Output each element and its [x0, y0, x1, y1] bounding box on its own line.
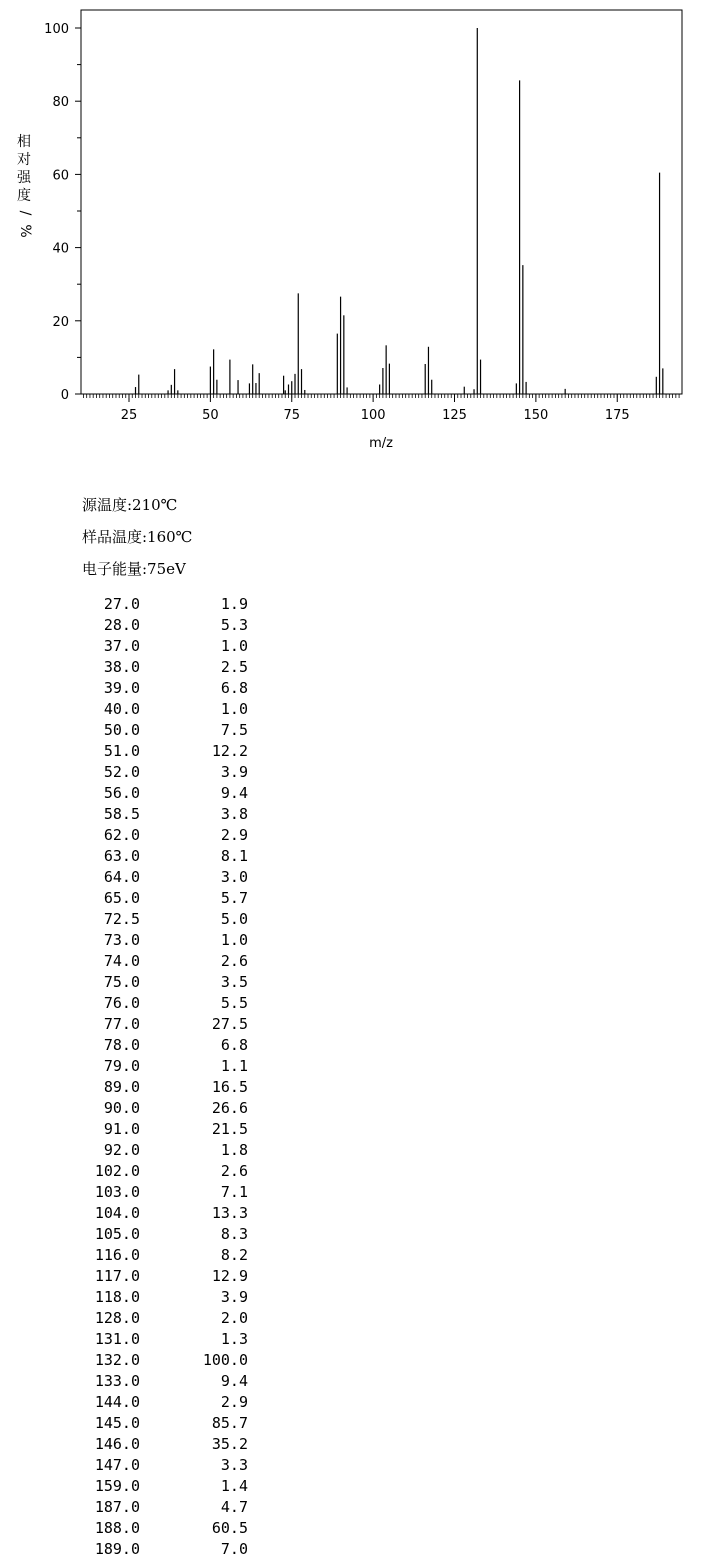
table-row: [82, 1035, 248, 1056]
intensity-cell: 7.1: [220, 1183, 248, 1201]
mz-cell: 63.0: [103, 847, 140, 865]
table-row: [82, 1077, 248, 1098]
intensity-cell: 7.0: [220, 1540, 248, 1558]
mz-cell: 131.0: [94, 1330, 140, 1348]
intensity-cell: 6.8: [220, 679, 248, 697]
y-tick-label: 60: [52, 168, 69, 184]
intensity-cell: 5.5: [220, 994, 248, 1012]
intensity-cell: 1.3: [220, 1330, 248, 1348]
intensity-cell: 1.1: [220, 1057, 248, 1075]
mz-cell: 116.0: [94, 1246, 140, 1264]
intensity-cell: 1.0: [220, 700, 248, 718]
mz-cell: 128.0: [94, 1309, 140, 1327]
table-row: [82, 1245, 248, 1266]
mz-cell: 79.0: [103, 1057, 140, 1075]
table-row: [82, 1119, 248, 1140]
intensity-cell: 1.9: [220, 595, 248, 613]
mz-cell: 92.0: [103, 1141, 140, 1159]
intensity-cell: 13.3: [211, 1204, 248, 1222]
table-row: [82, 1308, 248, 1329]
spectrum-peaks: [136, 28, 663, 394]
mz-cell: 133.0: [94, 1372, 140, 1390]
table-row: [82, 615, 248, 636]
table-row: [82, 1455, 248, 1476]
mz-cell: 75.0: [103, 973, 140, 991]
mz-cell: 159.0: [94, 1477, 140, 1495]
y-axis-label-char: 相: [17, 134, 31, 150]
mz-cell: 189.0: [94, 1540, 140, 1558]
intensity-cell: 16.5: [211, 1078, 248, 1096]
intensity-cell: 2.9: [220, 1393, 248, 1411]
table-row: [82, 846, 248, 867]
intensity-cell: 8.3: [220, 1225, 248, 1243]
intensity-cell: 21.5: [211, 1120, 248, 1138]
mz-cell: 90.0: [103, 1099, 140, 1117]
intensity-cell: 6.8: [220, 1036, 248, 1054]
intensity-cell: 4.7: [220, 1498, 248, 1516]
y-axis-label-char: 对: [17, 152, 31, 168]
mz-cell: 58.5: [103, 805, 140, 823]
mz-cell: 147.0: [94, 1456, 140, 1474]
intensity-cell: 1.0: [220, 637, 248, 655]
mz-cell: 28.0: [103, 616, 140, 634]
table-row: [82, 1098, 248, 1119]
sample-temperature: 样品温度:160℃: [82, 528, 193, 546]
table-row: [82, 594, 248, 615]
table-row: [82, 1203, 248, 1224]
intensity-cell: 9.4: [220, 784, 248, 802]
intensity-cell: 3.5: [220, 973, 248, 991]
mz-cell: 39.0: [103, 679, 140, 697]
table-row: [82, 804, 248, 825]
mz-cell: 56.0: [103, 784, 140, 802]
mz-cell: 62.0: [103, 826, 140, 844]
table-row: [82, 993, 248, 1014]
table-row: [82, 1140, 248, 1161]
table-row: [82, 1392, 248, 1413]
mz-cell: 188.0: [94, 1519, 140, 1537]
table-row: [82, 909, 248, 930]
mz-cell: 146.0: [94, 1435, 140, 1453]
x-axis-label: m/z: [369, 436, 393, 451]
table-row: [82, 720, 248, 741]
intensity-cell: 2.5: [220, 658, 248, 676]
x-tick-label: 150: [523, 408, 549, 423]
y-axis-label: [17, 133, 33, 238]
mz-cell: 105.0: [94, 1225, 140, 1243]
intensity-cell: 1.8: [220, 1141, 248, 1159]
intensity-cell: 2.6: [220, 952, 248, 970]
table-row: [82, 1476, 248, 1497]
mz-cell: 52.0: [103, 763, 140, 781]
x-tick-label: 75: [283, 408, 301, 423]
intensity-cell: 27.5: [211, 1015, 248, 1033]
y-tick-label: 40: [52, 241, 69, 257]
mz-cell: 144.0: [94, 1393, 140, 1411]
mz-cell: 145.0: [94, 1414, 140, 1432]
x-minor-ticks: [83, 394, 679, 398]
table-row: [82, 1518, 248, 1539]
table-row: [82, 972, 248, 993]
y-axis-label-char: /: [17, 210, 33, 216]
intensity-cell: 26.6: [211, 1099, 248, 1117]
y-tick-label: 100: [44, 22, 69, 37]
mz-cell: 73.0: [103, 931, 140, 949]
table-row: [82, 1539, 248, 1560]
table-row: [82, 1056, 248, 1077]
mz-cell: 89.0: [103, 1078, 140, 1096]
intensity-cell: 85.7: [211, 1414, 248, 1432]
intensity-cell: 7.5: [220, 721, 248, 739]
intensity-cell: 1.0: [220, 931, 248, 949]
table-row: [82, 636, 248, 657]
intensity-cell: 8.2: [220, 1246, 248, 1264]
mz-cell: 78.0: [103, 1036, 140, 1054]
mz-cell: 64.0: [103, 868, 140, 886]
intensity-cell: 5.3: [220, 616, 248, 634]
intensity-cell: 60.5: [211, 1519, 248, 1537]
mz-cell: 117.0: [94, 1267, 140, 1285]
intensity-cell: 1.4: [220, 1477, 248, 1495]
intensity-cell: 3.9: [220, 763, 248, 781]
table-row: [82, 678, 248, 699]
intensity-cell: 5.0: [220, 910, 248, 928]
intensity-cell: 8.1: [220, 847, 248, 865]
mz-cell: 50.0: [103, 721, 140, 739]
table-row: [82, 699, 248, 720]
mz-cell: 103.0: [94, 1183, 140, 1201]
y-axis-label-char: 度: [17, 188, 31, 204]
intensity-cell: 3.9: [220, 1288, 248, 1306]
source-temperature: 源温度:210℃: [82, 496, 178, 514]
table-row: [82, 1224, 248, 1245]
intensity-cell: 2.0: [220, 1309, 248, 1327]
table-row: [82, 888, 248, 909]
mz-cell: 37.0: [103, 637, 140, 655]
y-axis-label-char: %: [17, 224, 33, 238]
mz-cell: 102.0: [94, 1162, 140, 1180]
mz-cell: 187.0: [94, 1498, 140, 1516]
mz-cell: 51.0: [103, 742, 140, 760]
plot-frame: [81, 10, 682, 394]
mz-cell: 77.0: [103, 1015, 140, 1033]
table-row: [82, 1371, 248, 1392]
mz-cell: 40.0: [103, 700, 140, 718]
mz-cell: 74.0: [103, 952, 140, 970]
intensity-cell: 12.2: [211, 742, 248, 760]
table-row: [82, 867, 248, 888]
table-row: [82, 1350, 248, 1371]
mz-cell: 132.0: [94, 1351, 140, 1369]
intensity-cell: 3.8: [220, 805, 248, 823]
x-tick-label: 50: [202, 408, 219, 423]
y-tick-label: 20: [52, 314, 69, 330]
table-row: [82, 1266, 248, 1287]
table-row: [82, 1497, 248, 1518]
intensity-cell: 12.9: [211, 1267, 248, 1285]
y-axis-label-char: 强: [17, 170, 31, 186]
y-axis-ticks: [44, 22, 81, 403]
intensity-cell: 2.9: [220, 826, 248, 844]
table-row: [82, 1161, 248, 1182]
table-row: [82, 1434, 248, 1455]
mz-cell: 38.0: [103, 658, 140, 676]
mz-cell: 72.5: [103, 910, 140, 928]
mz-cell: 91.0: [103, 1120, 140, 1138]
table-row: [82, 783, 248, 804]
y-tick-label: 0: [60, 388, 69, 403]
table-row: [82, 1413, 248, 1434]
mz-cell: 27.0: [103, 595, 140, 613]
peak-table: [82, 594, 248, 1560]
x-tick-label: 100: [360, 408, 386, 423]
intensity-cell: 2.6: [220, 1162, 248, 1180]
x-axis-ticks: [121, 394, 630, 423]
y-tick-label: 80: [52, 95, 69, 111]
intensity-cell: 3.3: [220, 1456, 248, 1474]
intensity-cell: 5.7: [220, 889, 248, 907]
mass-spectrum-chart: [0, 0, 702, 470]
table-row: [82, 930, 248, 951]
x-tick-label: 175: [604, 408, 630, 423]
table-row: [82, 1287, 248, 1308]
table-row: [82, 762, 248, 783]
x-tick-label: 25: [120, 408, 138, 423]
intensity-cell: 35.2: [211, 1435, 248, 1453]
table-row: [82, 825, 248, 846]
table-row: [82, 951, 248, 972]
table-row: [82, 1182, 248, 1203]
mz-cell: 65.0: [103, 889, 140, 907]
mz-cell: 76.0: [103, 994, 140, 1012]
table-row: [82, 1329, 248, 1350]
mz-cell: 104.0: [94, 1204, 140, 1222]
table-row: [82, 741, 248, 762]
electron-energy: 电子能量:75eV: [82, 560, 186, 578]
intensity-cell: 3.0: [220, 868, 248, 886]
mz-cell: 118.0: [94, 1288, 140, 1306]
table-row: [82, 1014, 248, 1035]
x-tick-label: 125: [442, 408, 467, 423]
table-row: [82, 657, 248, 678]
intensity-cell: 9.4: [220, 1372, 248, 1390]
intensity-cell: 100.0: [202, 1351, 248, 1369]
